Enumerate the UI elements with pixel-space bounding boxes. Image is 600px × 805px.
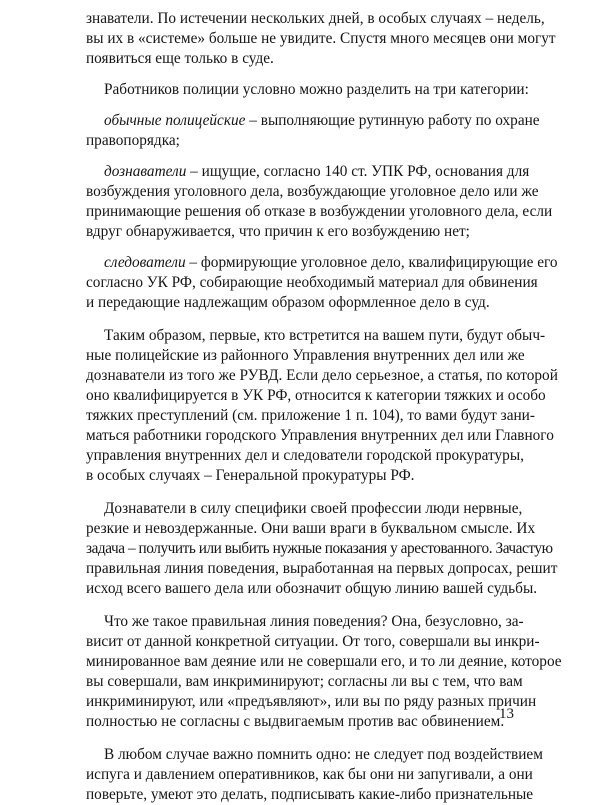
text-line: висит от данной конкретной ситуации. От того, совершали вы инкри- <box>86 633 540 650</box>
paragraph-4 <box>86 499 558 599</box>
term-investigators: следователи <box>104 254 186 271</box>
text-line: исход всего вашего дела или обозначит общую линию вашей судьбы. <box>86 580 538 597</box>
paragraph-1 <box>86 9 556 69</box>
text-line: вы совершали, вам инкриминируют; согласны ли вы с тем, что вам <box>86 673 523 690</box>
text-line: согласно УК РФ, собирающие необходимый материал для обвинения <box>86 274 538 291</box>
page-text <box>86 9 562 805</box>
text-line: инкриминируют, или «предъявляют», или вы по ряду разных причин <box>86 693 537 710</box>
text-line: дознаватели из того же РУВД. Если дело серьезное, а статья, по которой <box>86 367 558 384</box>
page-number: 13 <box>499 706 514 722</box>
term-inquirers: дознаватели <box>104 163 187 180</box>
text-line: испуга и давлением оперативников, как бы они ни запугивали, а они <box>86 766 533 783</box>
text-line: возбуждения уголовного дела, возбуждающие уголовное дело или же <box>86 183 539 200</box>
paragraph-6 <box>86 745 543 805</box>
text-line: появиться еще только в суде. <box>86 50 274 67</box>
text-line: тяжких преступлений (см. приложение 1 п. 104), то вами будут зани- <box>86 407 535 424</box>
text-line: и передающие надлежащим образом оформленное дело в суд. <box>86 294 490 311</box>
text-line: дознаватели – ищущие, согласно 140 ст. УПК РФ, основания для <box>104 163 530 180</box>
text-line: управления внутренних дел и следователи городской прокуратуры, <box>86 447 524 464</box>
text-line: поверьте, умеют это делать, подписывать какие-либо признательные <box>86 786 534 803</box>
text-line: в особых случаях – Генеральной прокуратуры РФ. <box>86 467 415 484</box>
paragraph-inquirers <box>86 162 553 242</box>
text-line: знаватели. По истечении нескольких дней, в особых случаях – недель, <box>86 10 545 27</box>
text-line: Работников полиции условно можно разделить на три категории: <box>104 81 529 98</box>
text-line: Таким образом, первые, кто встретится на вашем пути, будут обыч- <box>104 327 546 344</box>
text-line: полностью не согласны с выдвигаемым против вас обвинением. <box>86 713 505 730</box>
text-line: Что же такое правильная линия поведения? Она, безусловно, за- <box>104 613 524 630</box>
text-line: задача – получить или выбить нужные показания у арестованного. Зачастую <box>86 540 553 557</box>
paragraph-ordinary-police <box>86 111 540 151</box>
text-line: следователи – формирующие уголовное дело, квалифицирующие его <box>104 254 558 271</box>
paragraph-2 <box>86 80 529 100</box>
text-line: вы их в «системе» больше не увидите. Спустя много месяцев они могут <box>86 30 556 47</box>
paragraph-investigators <box>86 253 558 313</box>
text-line: минированное вам деяние или не совершали его, и то ли деяние, которое <box>86 653 562 670</box>
text-line: В любом случае важно помнить одно: не следует под воздействием <box>104 746 543 763</box>
text-line: правопорядка; <box>86 132 180 149</box>
text-line: резкие и невоздержанные. Они ваши враги в буквальном смысле. Их <box>86 520 536 537</box>
text-line: вдруг обнаруживается, что причин к его возбуждению нет; <box>86 223 470 240</box>
text-line: ные полицейские из районного Управления внутренних дел или же <box>86 347 525 364</box>
text-line: обычные полицейские – выполняющие рутинную работу по охране <box>104 112 540 129</box>
text-line: Дознаватели в силу специфики своей профессии люди нервные, <box>104 500 523 517</box>
text-line: принимающие решения об отказе в возбуждении уголовного дела, если <box>86 203 553 220</box>
paragraph-3 <box>86 326 558 486</box>
text-line: оно квалифицируется в УК РФ, относится к категории тяжких и особо <box>86 387 546 404</box>
text-line: правильная линия поведения, выработанная на первых допросах, решит <box>86 560 558 577</box>
term-ordinary-police: обычные полицейские <box>104 112 246 129</box>
text-line: маться работники городского Управления внутренних дел или Главного <box>86 427 554 444</box>
paragraph-5 <box>86 612 562 732</box>
